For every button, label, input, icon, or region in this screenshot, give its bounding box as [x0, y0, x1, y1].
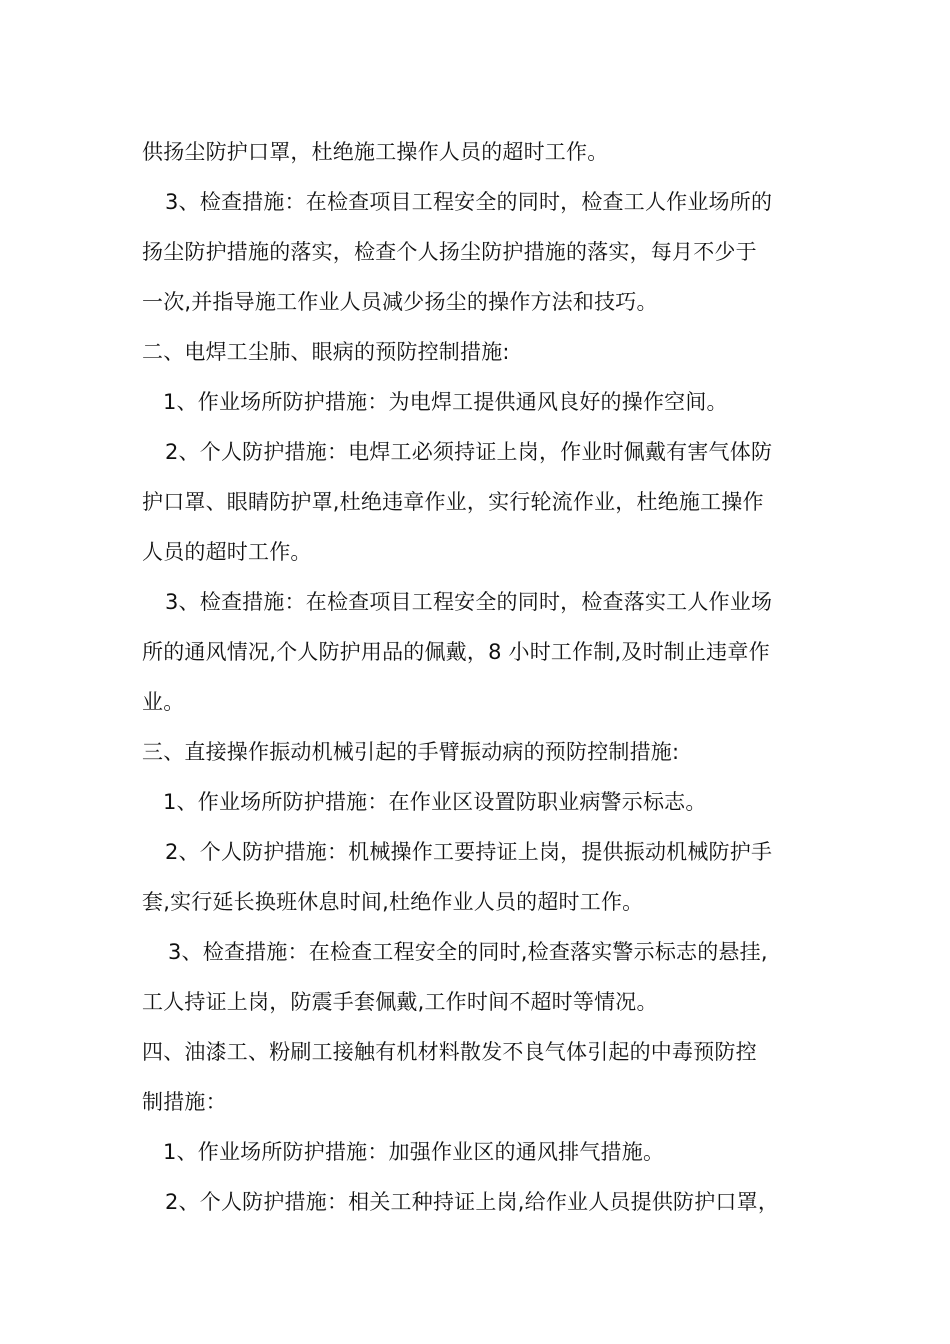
text-line: 供扬尘防护口罩，杜绝施工操作人员的超时工作。 — [142, 140, 609, 164]
text-line: 所的通风情况,个人防护用品的佩戴，8 小时工作制,及时制止违章作 — [142, 640, 770, 664]
text-line: 2、个人防护措施：机械操作工要持证上岗，提供振动机械防护手 — [165, 840, 773, 864]
section-heading: 二、电焊工尘肺、眼病的预防控制措施: — [142, 340, 510, 364]
text-line: 业。 — [142, 690, 185, 714]
text-line: 一次,并指导施工作业人员减少扬尘的操作方法和技巧。 — [142, 290, 658, 314]
text-line: 工人持证上岗，防震手套佩戴,工作时间不超时等情况。 — [142, 990, 658, 1014]
text-line: 制措施： — [142, 1090, 227, 1114]
document-body — [142, 127, 810, 1227]
text-line: 套,实行延长换班休息时间,杜绝作业人员的超时工作。 — [142, 890, 644, 914]
text-line: 1、作业场所防护措施：加强作业区的通风排气措施。 — [163, 1140, 665, 1164]
text-line: 1、作业场所防护措施：为电焊工提供通风良好的操作空间。 — [163, 390, 728, 414]
section-heading: 三、直接操作振动机械引起的手臂振动病的预防控制措施: — [142, 740, 680, 764]
text-line: 3、检查措施：在检查工程安全的同时,检查落实警示标志的悬挂, — [168, 940, 768, 964]
text-line: 1、作业场所防护措施：在作业区设置防职业病警示标志。 — [163, 790, 707, 814]
section-heading: 四、油漆工、粉刷工接触有机材料散发不良气体引起的中毒预防控 — [142, 1040, 757, 1064]
text-line: 扬尘防护措施的落实，检查个人扬尘防护措施的落实，每月不少于 — [142, 240, 757, 264]
text-line: 3、检查措施：在检查项目工程安全的同时，检查工人作业场所的 — [165, 190, 773, 214]
text-line: 2、个人防护措施：相关工种持证上岗,给作业人员提供防护口罩， — [165, 1190, 780, 1214]
text-line: 人员的超时工作。 — [142, 540, 312, 564]
text-line: 3、检查措施：在检查项目工程安全的同时，检查落实工人作业场 — [165, 590, 773, 614]
text-line: 2、个人防护措施：电焊工必须持证上岗，作业时佩戴有害气体防 — [165, 440, 773, 464]
text-line: 护口罩、眼睛防护罩,杜绝违章作业，实行轮流作业，杜绝施工操作 — [142, 490, 764, 514]
